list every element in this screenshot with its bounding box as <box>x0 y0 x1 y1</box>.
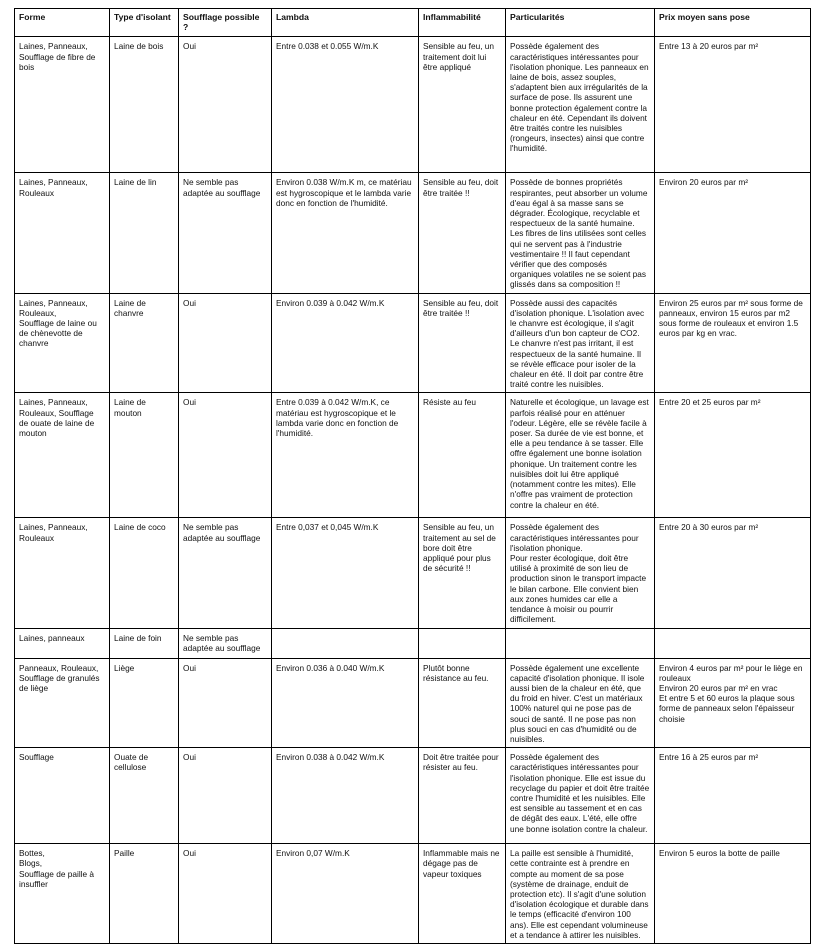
cell-inflammabilite <box>419 628 506 658</box>
cell-text: Possède également des caractéristiques intéressantes pour l'isolation phonique. Elle est issue du recyclage du papier et doit être traitée contre l'humidité et les nuisibles. Elle est sensible au tassement et en cas de dégât des eaux. L'été, elle offre une bonne isolation contre la chaleur. <box>510 752 650 834</box>
cell-particularites <box>506 628 655 658</box>
table-row <box>15 748 811 844</box>
table-row <box>15 173 811 293</box>
cell-soufflage <box>179 518 272 628</box>
header-inflammabilite: Inflammabilité <box>419 9 506 37</box>
cell-prix <box>655 748 811 844</box>
cell-soufflage <box>179 658 272 748</box>
cell-type <box>110 293 179 393</box>
cell-text: Laine de bois <box>114 41 164 52</box>
cell-text: Environ 5 euros la botte de paille <box>659 848 780 859</box>
cell-lambda <box>272 518 419 628</box>
cell-text: Laines, Panneaux, Rouleaux <box>19 522 88 543</box>
cell-text: Environ 0,07 W/m.K <box>276 848 350 859</box>
cell-prix <box>655 37 811 173</box>
cell-lambda <box>272 393 419 518</box>
cell-text: Ne semble pas adaptée au soufflage <box>183 632 261 653</box>
cell-soufflage <box>179 37 272 173</box>
cell-text: Possède de bonnes propriétés respirantes, peut absorber un volume d'eau égal à sa masse sans se dégrader. Écologique, recyclable et respectueux de la santé humaine. Les fibres de lins utilisées sont celles qui ne servent pas à l'industrie vestimentaire !! Il faut cependant vérifier que des composés organiques volatiles ne se soient pas glissés dans sa composition !! <box>510 177 648 290</box>
cell-text: Laines, Panneaux, Rouleaux, Soufflage de laine ou de chènevotte de chanvre <box>19 297 97 349</box>
cell-particularites <box>506 748 655 844</box>
cell-text: Soufflage <box>19 752 54 763</box>
cell-soufflage <box>179 748 272 844</box>
cell-text: Oui <box>183 848 196 859</box>
table-row <box>15 844 811 944</box>
cell-particularites <box>506 518 655 628</box>
cell-text: Sensible au feu, doit être traitée !! <box>423 297 499 318</box>
cell-text: Entre 0,037 et 0,045 W/m.K <box>276 522 379 533</box>
cell-text: Laine de chanvre <box>114 297 146 318</box>
table-header-row <box>15 9 811 37</box>
cell-soufflage <box>179 628 272 658</box>
cell-text: Ouate de cellulose <box>114 752 149 773</box>
table-row <box>15 628 811 658</box>
cell-soufflage <box>179 393 272 518</box>
cell-prix <box>655 628 811 658</box>
cell-lambda <box>272 173 419 293</box>
cell-inflammabilite <box>419 748 506 844</box>
cell-forme <box>15 844 110 944</box>
cell-lambda <box>272 37 419 173</box>
cell-type <box>110 37 179 173</box>
cell-particularites <box>506 293 655 393</box>
cell-forme <box>15 173 110 293</box>
cell-text: Paille <box>114 848 135 859</box>
cell-text: Sensible au feu, un traitement au sel de bore doit être appliqué pour plus de sécurité !! <box>423 522 496 574</box>
cell-forme <box>15 628 110 658</box>
cell-prix <box>655 844 811 944</box>
cell-text: Laine de foin <box>114 632 162 643</box>
cell-text: Inflammable mais ne dégage pas de vapeur toxiques <box>423 848 500 879</box>
cell-particularites <box>506 393 655 518</box>
cell-prix <box>655 518 811 628</box>
cell-text: Panneaux, Rouleaux, Soufflage de granulés de liège <box>19 662 100 693</box>
cell-text: Résiste au feu <box>423 397 477 408</box>
cell-text: Environ 0.038 à 0.042 W/m.K <box>276 752 385 763</box>
cell-text: Oui <box>183 662 196 673</box>
cell-inflammabilite <box>419 37 506 173</box>
cell-particularites <box>506 844 655 944</box>
cell-soufflage <box>179 173 272 293</box>
cell-text: La paille est sensible à l'humidité, cette contrainte est à prendre en compte au moment de sa pose (système de drainage, enduit de protection etc). Il s'agit d'une solution d'isolation écologique et durable dans le temps (efficacité d'environ 100 ans). Elle est cependant volumineuse et a tendance à attirer les nuisibles. <box>510 848 649 940</box>
header-type-isolant: Type d'isolant <box>110 9 179 37</box>
cell-text: Laines, Panneaux, Rouleaux <box>19 177 88 198</box>
cell-type <box>110 393 179 518</box>
cell-text: Oui <box>183 297 196 308</box>
cell-lambda <box>272 844 419 944</box>
cell-text: Possède également des caractéristiques intéressantes pour l'isolation phonique. Les panneaux en laine de bois, assez souples, s'adaptent bien aux irrégularités de la surface de pose. Ils assurent une bonne protection également contre la chaleur en été. Cependant ils doivent être traités contre les nuisibles (rongeurs, insectes) ainsi que contre l'humidité. <box>510 41 649 154</box>
header-prix: Prix moyen sans pose <box>655 9 811 37</box>
cell-prix <box>655 658 811 748</box>
table-row <box>15 518 811 628</box>
cell-type <box>110 658 179 748</box>
cell-text: Laine de mouton <box>114 397 146 418</box>
insulation-comparison-table <box>14 8 811 944</box>
cell-text: Entre 0.039 à 0.042 W/m.K, ce matériau est hygroscopique et le lambda varie donc en fonction de l'humidité. <box>276 397 399 439</box>
cell-particularites <box>506 173 655 293</box>
cell-text: Naturelle et écologique, un lavage est parfois réalisé pour en atténuer l'odeur. Légère, elle se révèle facile à poser. Sa durée de vie est bonne, et elle a peu tendance à se tasser. Elle offre également une bonne isolation phonique. Un traitement contre les nuisibles doit lui être appliqué (notamment contre les mites). Elle n'offre pas vraiment de protection contre la chaleur en été. <box>510 397 649 510</box>
cell-text: Sensible au feu, un traitement doit lui être appliqué <box>423 41 495 72</box>
cell-forme <box>15 393 110 518</box>
cell-inflammabilite <box>419 844 506 944</box>
cell-forme <box>15 748 110 844</box>
cell-text: Environ 25 euros par m² sous forme de panneaux, environ 15 euros par m2 sous forme de rouleaux et environ 1.5 euros par kg en vrac. <box>659 297 803 339</box>
cell-text: Oui <box>183 397 196 408</box>
cell-prix <box>655 393 811 518</box>
cell-text: Entre 16 à 25 euros par m² <box>659 752 759 763</box>
cell-text: Laines, Panneaux, Soufflage de fibre de bois <box>19 41 96 72</box>
cell-text: Entre 20 à 30 euros par m² <box>659 522 759 533</box>
header-particularites: Particularités <box>506 9 655 37</box>
cell-text: Entre 13 à 20 euros par m² <box>659 41 759 52</box>
cell-text: Environ 0.038 W/m.K m, ce matériau est hygroscopique et le lambda varie donc en fonction de l'humidité. <box>276 177 412 208</box>
cell-text: Entre 0.038 et 0.055 W/m.K <box>276 41 379 52</box>
cell-text: Possède également une excellente capacité d'isolation phonique. Il isole aussi bien de la chaleur en été, que du froid en hiver. C'est un matériaux 100% naturel qui ne pose pas de souci de santé. Il ne pose pas non plus souci en cas d'humidité ou de nuisibles. <box>510 662 645 744</box>
cell-text: Environ 0.039 à 0.042 W/m.K <box>276 297 385 308</box>
cell-forme <box>15 658 110 748</box>
header-lambda: Lambda <box>272 9 419 37</box>
cell-type <box>110 173 179 293</box>
cell-text: Oui <box>183 752 196 763</box>
cell-text: Laine de coco <box>114 522 166 533</box>
cell-text: Possède aussi des capacités d'isolation phonique. L'isolation avec le chanvre est écologique, il s'agit d'ailleurs d'un bon capteur de CO2. Le chanvre n'est pas irritant, il est respectueux de la santé humaine. Il se révèle efficace pour isoler de la chaleur en été. Il doit par contre être traité contre les nuisibles. <box>510 297 645 390</box>
cell-text: Entre 20 et 25 euros par m² <box>659 397 761 408</box>
cell-text: Environ 4 euros par m² pour le liège en rouleaux Environ 20 euros par m² en vrac Et entre 5 et 60 euros la plaque sous forme de panneaux selon l'épaisseur choisie <box>659 662 803 724</box>
cell-text: Plutôt bonne résistance au feu. <box>423 662 489 683</box>
cell-particularites <box>506 658 655 748</box>
cell-inflammabilite <box>419 518 506 628</box>
table-row <box>15 393 811 518</box>
cell-lambda <box>272 628 419 658</box>
cell-text: Sensible au feu, doit être traitée !! <box>423 177 499 198</box>
cell-text: Oui <box>183 41 196 52</box>
cell-text: Environ 20 euros par m² <box>659 177 749 188</box>
cell-type <box>110 844 179 944</box>
table-row <box>15 37 811 173</box>
cell-forme <box>15 293 110 393</box>
cell-text: Laine de lin <box>114 177 157 188</box>
cell-text: Laines, Panneaux, Rouleaux, Soufflage de ouate de laine de mouton <box>19 397 95 439</box>
cell-type <box>110 748 179 844</box>
cell-forme <box>15 37 110 173</box>
cell-text: Environ 0.036 à 0.040 W/m.K <box>276 662 385 673</box>
cell-text: Bottes, Blogs, Soufflage de paille à insuffler <box>19 848 95 889</box>
cell-soufflage <box>179 293 272 393</box>
cell-text: Doit être traitée pour résister au feu. <box>423 752 499 773</box>
cell-lambda <box>272 748 419 844</box>
cell-text: Ne semble pas adaptée au soufflage <box>183 177 261 198</box>
cell-inflammabilite <box>419 393 506 518</box>
cell-text: Liège <box>114 662 135 673</box>
cell-lambda <box>272 658 419 748</box>
cell-soufflage <box>179 844 272 944</box>
cell-inflammabilite <box>419 658 506 748</box>
cell-type <box>110 628 179 658</box>
cell-inflammabilite <box>419 173 506 293</box>
cell-text: Possède également des caractéristiques intéressantes pour l'isolation phonique. Pour rester écologique, doit être utilisé à proximité de son lieu de production sinon le transport impacte le bilan carbone. Elle convient bien aux zones humides car elle a tendance à moisir ou pourrir difficilement. <box>510 522 647 625</box>
cell-text: Laines, panneaux <box>19 632 85 643</box>
cell-particularites <box>506 37 655 173</box>
table-row <box>15 658 811 748</box>
cell-forme <box>15 518 110 628</box>
cell-text: Ne semble pas adaptée au soufflage <box>183 522 261 543</box>
header-soufflage: Soufflage possible ? <box>179 9 272 37</box>
cell-prix <box>655 173 811 293</box>
cell-inflammabilite <box>419 293 506 393</box>
table-row <box>15 293 811 393</box>
cell-lambda <box>272 293 419 393</box>
cell-type <box>110 518 179 628</box>
cell-prix <box>655 293 811 393</box>
header-forme: Forme <box>15 9 110 37</box>
